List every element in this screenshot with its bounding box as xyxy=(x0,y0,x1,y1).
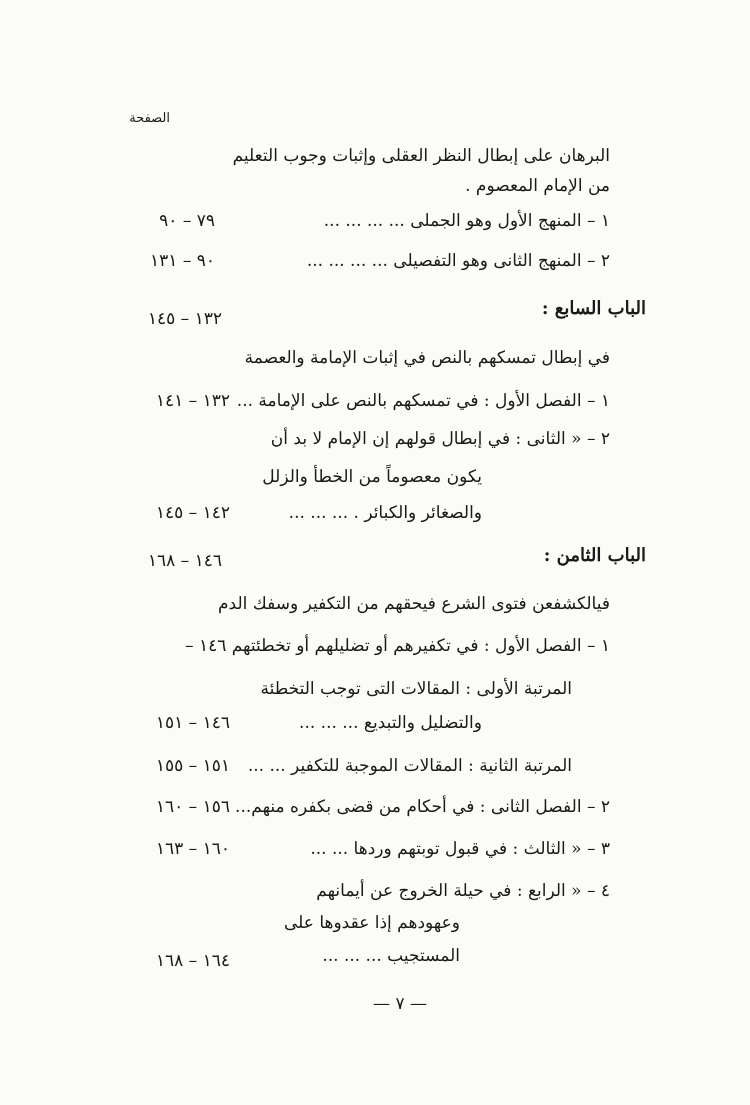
toc-entry-pages: ١٤٦ – ١٥١ xyxy=(155,713,230,733)
chapter-pages: ١٣٢ – ١٤٥ xyxy=(147,309,222,329)
toc-entry: ٢ – الفصل الثانى : في أحكام من قضى بكفره منهم... xyxy=(235,797,610,817)
toc-subentry: المرتبة الأولى : المقالات التى توجب التخطئة xyxy=(260,679,572,699)
toc-entry: ٢ – « الثانى : في إبطال قولهم إن الإمام لا بد أن xyxy=(270,429,610,449)
toc-entry-pages: ١٥٦ – ١٦٠ xyxy=(155,797,230,817)
toc-subentry: المرتبة الثانية : المقالات الموجبة للتكفير ... ... xyxy=(247,756,572,776)
toc-entry: ٤ – « الرابع : في حيلة الخروج عن أيمانهم xyxy=(316,881,610,901)
toc-entry-pages: ٧٩ – ٩٠ xyxy=(159,211,215,231)
chapter-heading: الباب السابع : xyxy=(541,298,646,319)
toc-entry-pages: ١٦٤ – ١٦٨ xyxy=(155,951,230,971)
page-number: — ٧ — xyxy=(373,994,427,1014)
chapter-title: فيالكشفعن فتوى الشرع فيحقهم من التكفير وسفك الدم xyxy=(218,594,610,614)
toc-entry-continuation: والتضليل والتبديع ... ... ... xyxy=(299,713,482,733)
toc-entry-pages: ١٣٢ – ١٤١ xyxy=(155,391,230,411)
toc-entry-pages: ١٦٠ – ١٦٣ xyxy=(155,839,230,859)
toc-entry-pages: ٩٠ – ١٣١ xyxy=(150,251,215,271)
toc-entry: ١ – المنهج الأول وهو الجملى ... ... ... ... xyxy=(323,211,610,231)
toc-entry: ١ – الفصل الأول : في تمسكهم بالنص على الإمامة ... xyxy=(236,391,610,411)
toc-entry-continuation: والصغائر والكبائر . ... ... ... xyxy=(288,503,482,523)
chapter-title: في إبطال تمسكهم بالنص في إثبات الإمامة والعصمة xyxy=(244,348,610,368)
entry-title-line: البرهان على إبطال النظر العقلى وإثبات وجوب التعليم xyxy=(232,146,610,166)
chapter-pages: ١٤٦ – ١٦٨ xyxy=(147,551,222,571)
toc-entry-pages: ١٥١ – ١٥٥ xyxy=(155,756,230,776)
page-column-label: الصفحة xyxy=(129,111,170,126)
toc-entry-pages: ١٤٢ – ١٤٥ xyxy=(155,503,230,523)
toc-entry: ٢ – المنهج الثانى وهو التفصيلى ... ... ... ... xyxy=(306,251,610,271)
toc-entry-continuation: المستجيب ... ... ... xyxy=(322,946,460,966)
toc-entry: ١ – الفصل الأول : في تكفيرهم أو تضليلهم أو تخطئتهم ١٤٦ – xyxy=(185,636,610,656)
toc-entry: ٣ – « الثالث : في قبول توبتهم وردها ... ... xyxy=(310,839,610,859)
chapter-heading: الباب الثامن : xyxy=(543,545,646,566)
toc-entry-continuation: يكون معصوماً من الخطأ والزلل xyxy=(262,467,482,487)
entry-title-line: من الإمام المعصوم . xyxy=(465,176,610,196)
toc-entry-continuation: وعهودهم إذا عقدوها على xyxy=(283,913,460,933)
